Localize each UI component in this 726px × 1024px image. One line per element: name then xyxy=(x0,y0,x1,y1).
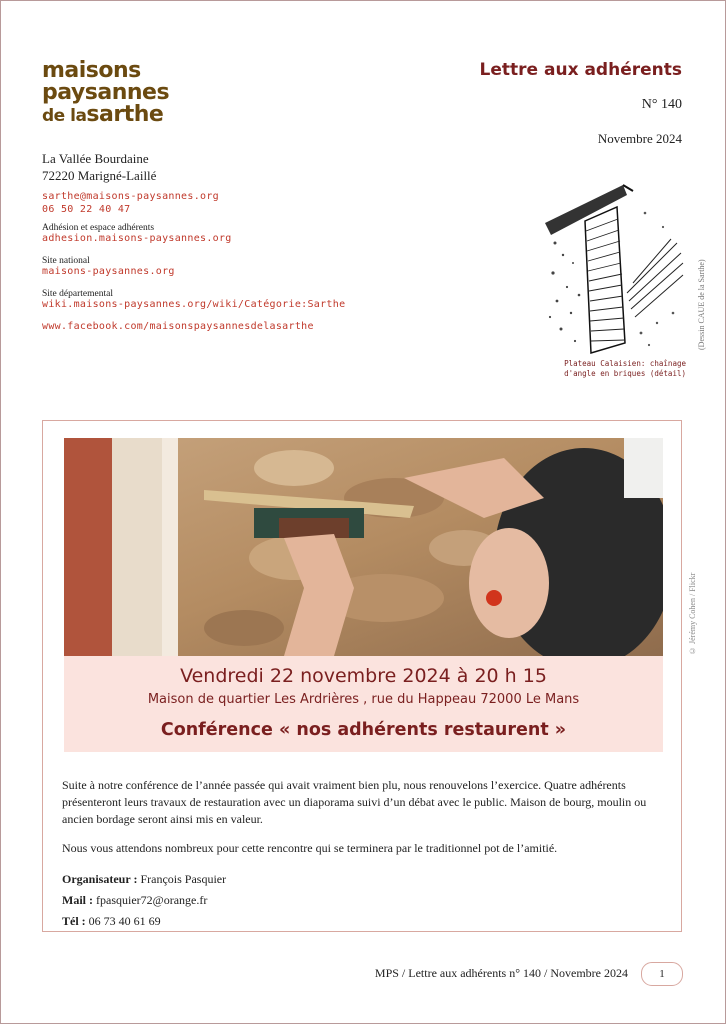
sketch-credit: (Dessin CAUE de la Sarthe) xyxy=(697,259,706,350)
description-paragraph-2: Nous vous attendons nombreux pour cette rencontre qui se terminera par le traditionnel pot de l’amitié. xyxy=(62,841,558,855)
event-date: Vendredi 22 novembre 2024 à 20 h 15 xyxy=(180,665,547,687)
address-line-2: 72220 Marigné-Laillé xyxy=(42,168,157,183)
mail-row xyxy=(62,890,667,911)
organizer-value: François Pasquier xyxy=(140,872,227,886)
dept-label: Site départemental xyxy=(42,289,113,299)
contact-departmental xyxy=(42,289,422,310)
email-link[interactable]: sarthe@maisons-paysannes.org xyxy=(42,191,219,202)
brick-corner-sketch xyxy=(545,183,685,355)
description-paragraph-1: Suite à notre conférence de l’année passée qui avait vraiment bien plu, nous renouvelons l’exercice. Quatre adhérents présenteront leurs travaux de restauration avec un diaporama suivi d’un débat avec le public. Maison de bourg, moulin ou ancien bordage seront ainsi mis en valeur. xyxy=(62,778,647,826)
sketch-caption-line-2: d'angle en briques (détail) xyxy=(564,369,686,378)
footer-text: MPS / Lettre aux adhérents n° 140 / Novembre 2024 xyxy=(374,966,628,980)
organizer-row xyxy=(62,869,667,890)
contact-members xyxy=(42,223,422,244)
newsletter-title: Lettre aux adhérents xyxy=(479,60,682,80)
photo-credit: © Jérémy Cohen / Flickr xyxy=(688,572,697,655)
tel-value: 06 73 40 61 69 xyxy=(88,914,161,928)
page-number: 1 xyxy=(641,962,683,986)
members-label: Adhésion et espace adhérents xyxy=(42,223,155,233)
phone-number: 06 50 22 40 47 xyxy=(42,204,131,215)
event-frame xyxy=(42,420,682,932)
logo-line-2: paysannes xyxy=(42,80,170,105)
restoration-photo xyxy=(64,438,663,656)
dept-link[interactable]: wiki.maisons-paysannes.org/wiki/Catégorie:Sarthe xyxy=(42,299,346,310)
event-venue: Maison de quartier Les Ardrières , rue du Happeau 72000 Le Mans xyxy=(147,692,580,707)
event-title: Conférence « nos adhérents restaurent » xyxy=(160,720,567,740)
national-link[interactable]: maisons-paysannes.org xyxy=(42,266,175,277)
sketch-caption xyxy=(540,359,686,379)
logo-line-1: maisons xyxy=(42,58,141,83)
mail-value[interactable]: fpasquier72@orange.fr xyxy=(96,893,208,907)
tel-label: Tél : xyxy=(62,914,86,928)
logo xyxy=(42,60,169,127)
logo-line-3a: de la xyxy=(42,106,87,126)
organizer-label: Organisateur : xyxy=(62,872,138,886)
national-label: Site national xyxy=(42,256,90,266)
logo-line-3b: sarthe xyxy=(86,102,164,127)
contact-facebook xyxy=(42,321,422,332)
tel-row xyxy=(62,911,667,932)
postal-address xyxy=(42,150,156,184)
event-banner xyxy=(64,656,663,752)
facebook-link[interactable]: www.facebook.com/maisonspaysannesdelasarthe xyxy=(42,321,314,332)
logo-line-3 xyxy=(42,104,169,127)
members-link[interactable]: adhesion.maisons-paysannes.org xyxy=(42,233,232,244)
mail-label: Mail : xyxy=(62,893,93,907)
issue-number: N° 140 xyxy=(641,97,682,112)
organizer-contacts xyxy=(62,869,667,932)
issue-date: Novembre 2024 xyxy=(597,131,682,146)
sketch-caption-line-1: Plateau Calaisien: chaînage xyxy=(564,359,686,368)
event-description xyxy=(62,777,667,932)
contact-national xyxy=(42,256,422,277)
contact-email-phone xyxy=(42,191,422,215)
address-line-1: La Vallée Bourdaine xyxy=(42,151,149,166)
